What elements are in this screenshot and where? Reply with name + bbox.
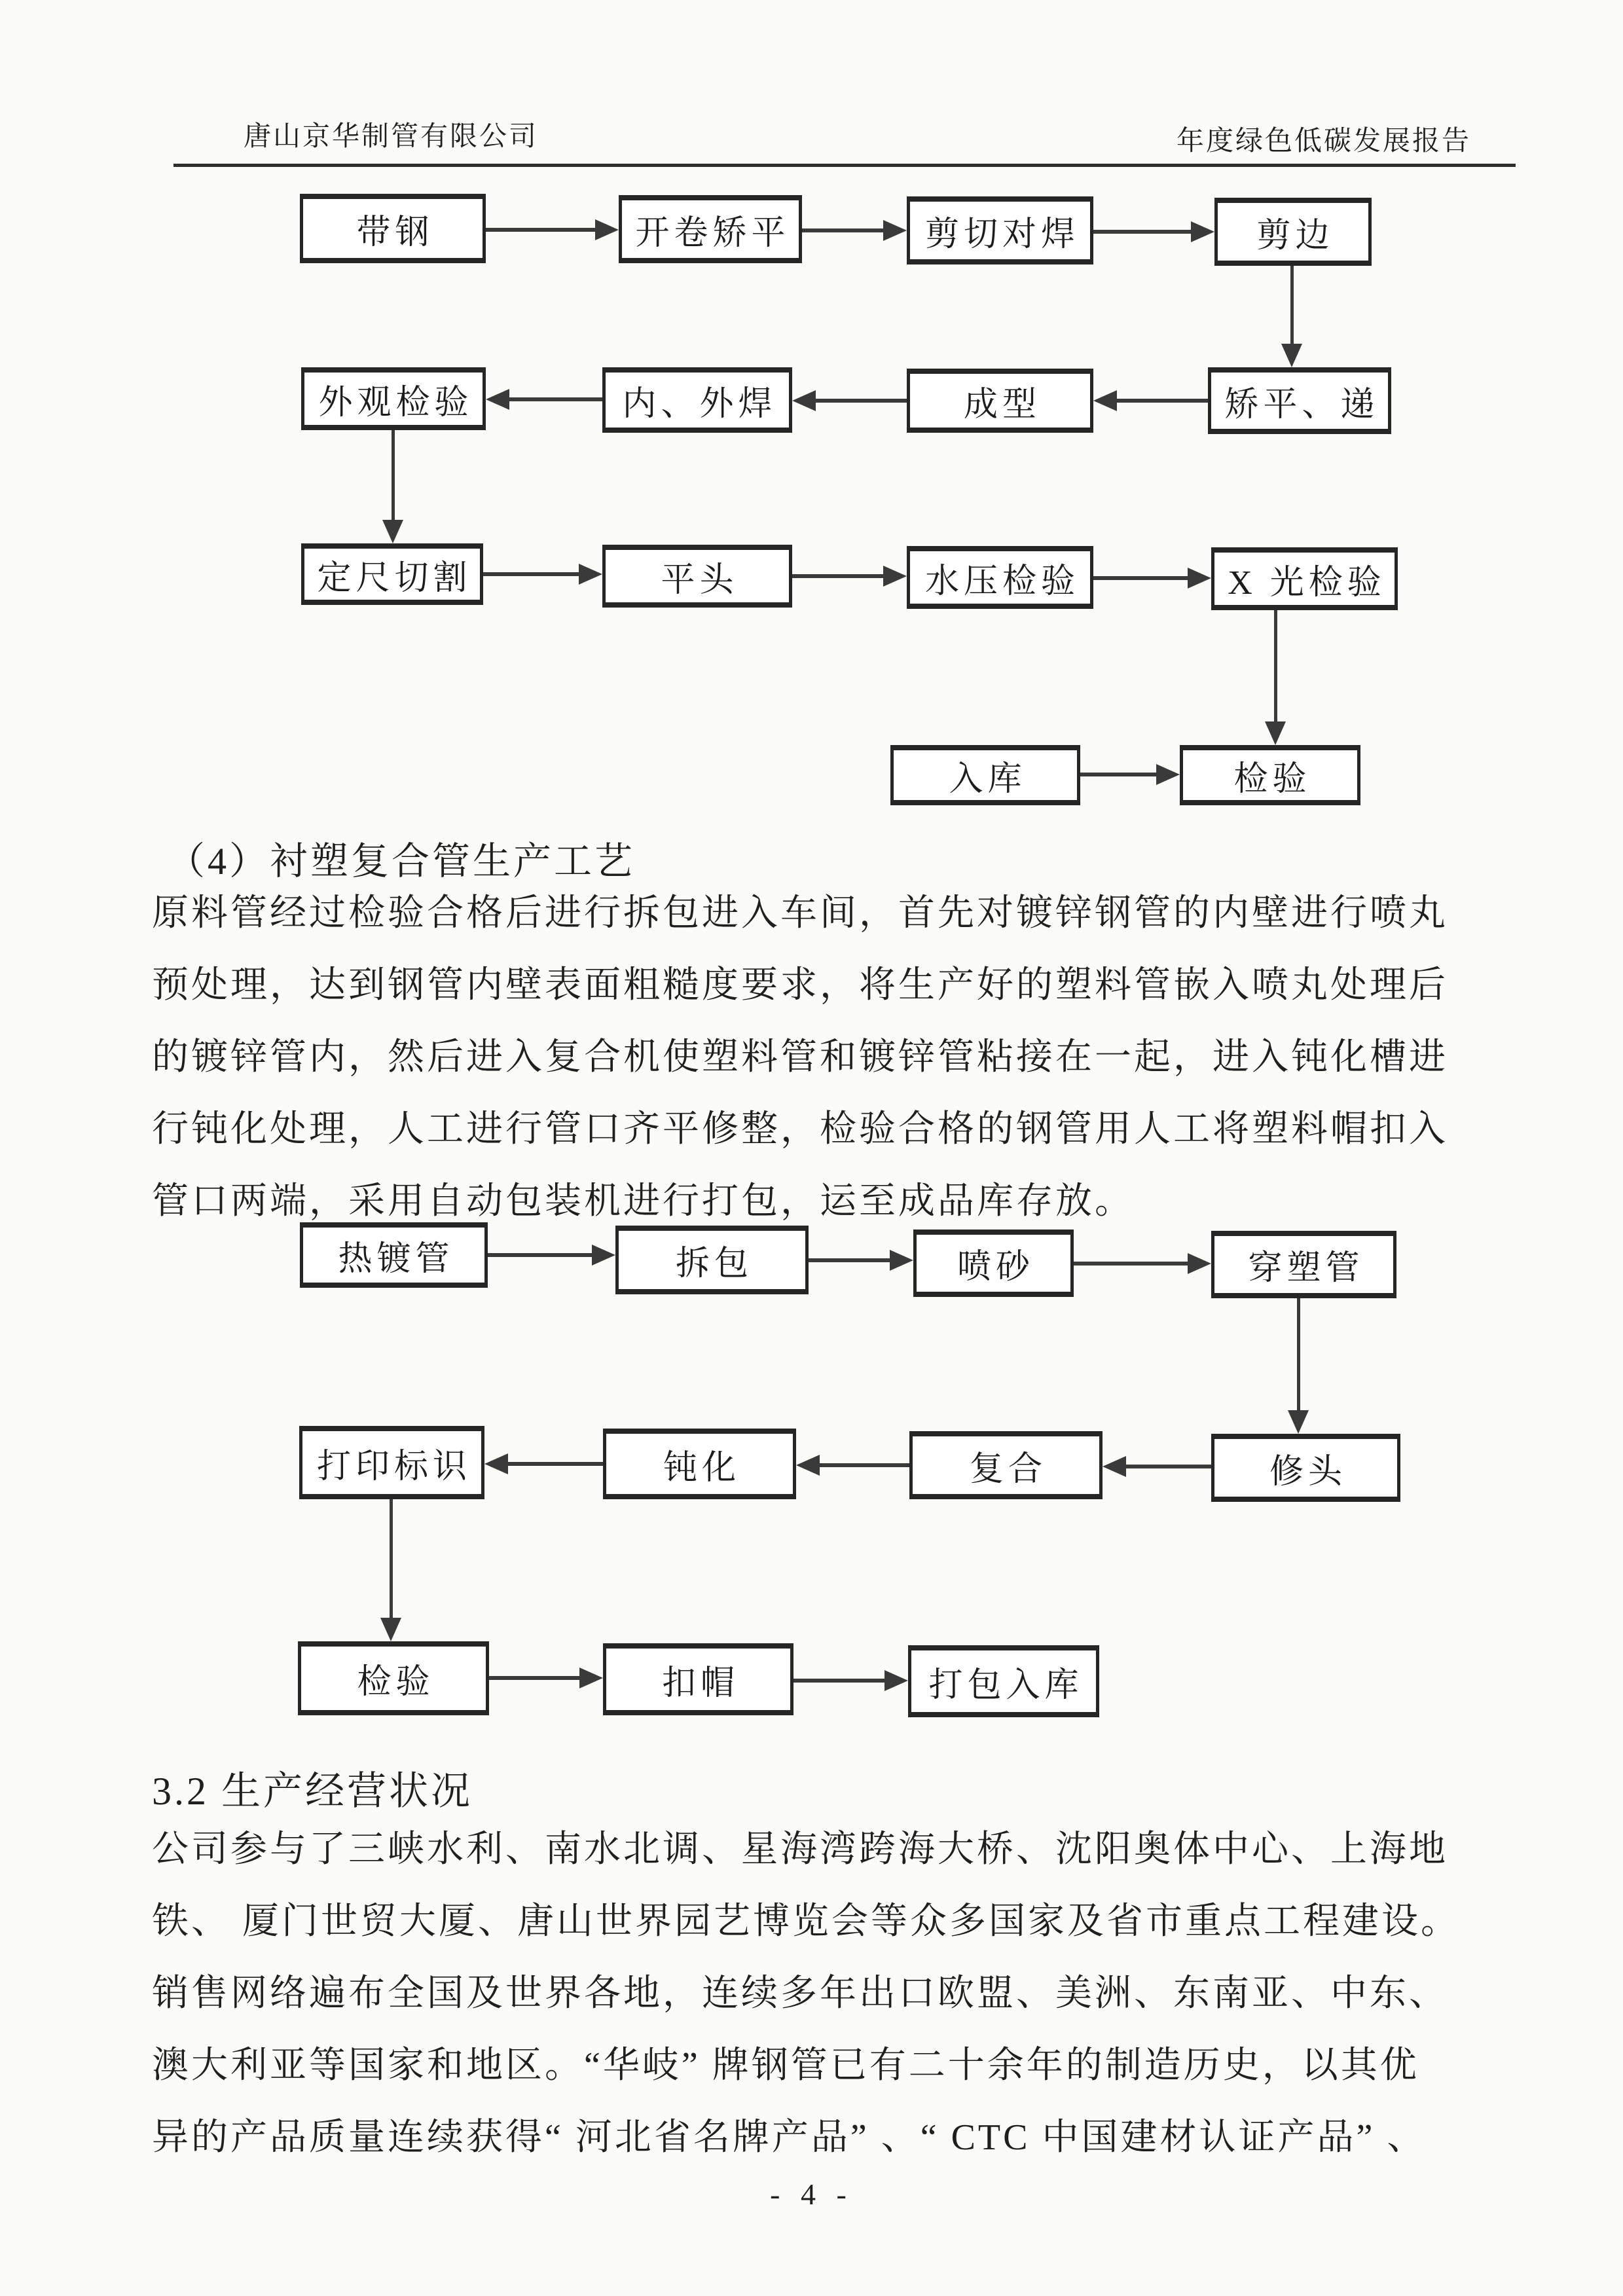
- flow-node: [300, 194, 486, 263]
- arrowhead-icon: [1191, 221, 1214, 242]
- flow-node: [1214, 198, 1372, 266]
- page-number: - 4 -: [770, 2178, 853, 2211]
- flow-node-label: 矫平、递: [1224, 386, 1379, 424]
- flow-arrow-right: [486, 219, 619, 240]
- flow-arrow-left: [1093, 390, 1208, 411]
- flow-node-label: 复合: [969, 1450, 1047, 1488]
- flow-arrow-down: [1265, 610, 1286, 745]
- arrowhead-icon: [486, 389, 509, 410]
- arrowhead-icon: [579, 1667, 603, 1688]
- flow-node: [603, 1643, 793, 1715]
- header-report-title: 年度绿色低碳发展报告: [1176, 126, 1471, 156]
- arrowhead-icon: [592, 1245, 615, 1266]
- flow-node: [909, 1431, 1103, 1499]
- flow-arrow-down: [1281, 266, 1302, 367]
- flow-node: [1208, 367, 1391, 434]
- flow-node: [1211, 1231, 1396, 1298]
- flow-node: [907, 546, 1093, 609]
- flow-node-label: 喷砂: [957, 1248, 1034, 1286]
- flow-node-label: 平头: [661, 561, 739, 599]
- flow-node: [603, 1429, 796, 1499]
- flow-arrow-right: [1080, 764, 1180, 785]
- section-4-heading: （4）衬塑复合管生产工艺: [167, 840, 636, 883]
- flow-node: [908, 1645, 1099, 1717]
- arrowhead-icon: [796, 1455, 820, 1476]
- paragraph-line: 销售网络遍布全国及世界各地，连续多年出口欧盟、美洲、东南亚、中东、: [152, 1973, 1448, 2014]
- paragraph-line: 澳大利亚等国家和地区。“华岐” 牌钢管已有二十余年的制造历史，以其优: [152, 2045, 1419, 2086]
- flow-arrow-right: [809, 1250, 913, 1271]
- flow-arrow-right: [483, 564, 602, 585]
- arrowhead-icon: [484, 1453, 508, 1474]
- flow-node-label: 打印标识: [316, 1448, 471, 1485]
- flow-node-label: 检验: [1233, 760, 1311, 798]
- flow-node: [907, 369, 1093, 433]
- header-company-name: 唐山京华制管有限公司: [244, 122, 539, 152]
- arrowhead-icon: [1281, 344, 1302, 367]
- flow-node-label: X 光检验: [1228, 564, 1386, 602]
- flow-node: [299, 1426, 484, 1499]
- flow-arrow-left: [792, 390, 907, 411]
- flow-node-label: 剪切对焊: [924, 215, 1080, 253]
- paragraph-line: 公司参与了三峡水利、南水北调、星海湾跨海大桥、沈阳奥体中心、上海地: [152, 1829, 1448, 1870]
- flow-node-label: 带钢: [356, 213, 434, 251]
- flow-node-label: 扣帽: [661, 1664, 739, 1702]
- arrowhead-icon: [380, 1618, 401, 1641]
- flow-arrow-left: [1103, 1456, 1211, 1477]
- arrowhead-icon: [579, 564, 602, 585]
- flow-node-label: 内、外焊: [622, 385, 777, 423]
- flow-node: [619, 195, 802, 263]
- arrowhead-icon: [1103, 1456, 1126, 1477]
- paragraph-line: 铁、 厦门世贸大厦、唐山世界园艺博览会等众多国家及省市重点工程建设。: [152, 1901, 1460, 1942]
- flow-node-label: 开卷矫平: [635, 214, 790, 252]
- arrowhead-icon: [890, 1250, 913, 1271]
- flow-node: [301, 543, 483, 605]
- paragraph-line: 异的产品质量连续获得“ 河北省名牌产品” 、“ CTC 中国建材认证产品” 、: [152, 2117, 1427, 2158]
- flow-arrow-right: [488, 1245, 615, 1266]
- flow-node: [602, 367, 792, 433]
- paragraph-line: 原料管经过检验合格后进行拆包进入车间，首先对镀锌钢管的内壁进行喷丸: [152, 893, 1448, 934]
- flow-arrow-down: [380, 1499, 401, 1641]
- flow-arrow-right: [793, 1670, 908, 1691]
- flow-node-label: 剪边: [1256, 217, 1334, 255]
- arrowhead-icon: [884, 1670, 908, 1691]
- flow-arrow-right: [792, 566, 907, 587]
- flow-node-label: 穿塑管: [1248, 1250, 1364, 1287]
- flow-node-label: 打包入库: [928, 1666, 1084, 1704]
- arrowhead-icon: [792, 390, 816, 411]
- flow-node: [1180, 745, 1360, 805]
- flow-arrow-down: [1288, 1298, 1309, 1434]
- arrowhead-icon: [1156, 764, 1180, 785]
- flow-node: [890, 745, 1080, 805]
- flow-arrow-down: [382, 430, 403, 543]
- arrowhead-icon: [1288, 1410, 1309, 1434]
- flow-arrow-left: [796, 1455, 909, 1476]
- flow-node-label: 钝化: [663, 1449, 740, 1487]
- flow-node-label: 定尺切割: [317, 559, 472, 597]
- flow-arrow-right: [1074, 1253, 1211, 1274]
- flow-node-label: 水压检验: [924, 562, 1080, 600]
- arrowhead-icon: [382, 520, 403, 543]
- section-32-heading: 3.2 生产经营状况: [152, 1770, 473, 1813]
- flow-node: [298, 1641, 489, 1715]
- arrowhead-icon: [1188, 568, 1211, 589]
- flow-arrow-left: [484, 1453, 603, 1474]
- flow-arrow-right: [802, 220, 907, 241]
- flow-node: [300, 1222, 488, 1288]
- arrowhead-icon: [883, 220, 907, 241]
- flow-arrow-left: [486, 389, 602, 410]
- flow-node: [301, 367, 486, 430]
- arrowhead-icon: [1265, 721, 1286, 745]
- flow-node-label: 修头: [1269, 1453, 1347, 1491]
- paragraph-line: 的镀锌管内，然后进入复合机使塑料管和镀锌管粘接在一起，进入钝化槽进: [152, 1037, 1448, 1078]
- arrowhead-icon: [1093, 390, 1117, 411]
- arrowhead-icon: [595, 219, 619, 240]
- flow-arrow-right: [489, 1667, 603, 1688]
- flow-node: [907, 196, 1093, 264]
- flow-node: [602, 545, 792, 608]
- paragraph-line: 行钝化处理，人工进行管口齐平修整，检验合格的钢管用人工将塑料帽扣入: [152, 1109, 1448, 1150]
- flow-node-label: 热镀管: [338, 1240, 454, 1278]
- flow-node: [1211, 547, 1398, 610]
- arrowhead-icon: [883, 566, 907, 587]
- flow-node-label: 入库: [949, 760, 1027, 798]
- flow-node: [1211, 1434, 1400, 1502]
- flow-node-label: 检验: [357, 1664, 435, 1701]
- flow-node-label: 外观检验: [318, 384, 473, 422]
- flow-node: [615, 1226, 809, 1294]
- flow-node: [913, 1230, 1074, 1297]
- flow-arrow-right: [1093, 221, 1214, 242]
- arrowhead-icon: [1188, 1253, 1211, 1274]
- paragraph-line: 预处理，达到钢管内壁表面粗糙度要求，将生产好的塑料管嵌入喷丸处理后: [152, 965, 1448, 1006]
- paragraph-line: 管口两端，采用自动包装机进行打包，运至成品库存放。: [152, 1181, 1134, 1222]
- flow-node-label: 成型: [963, 386, 1041, 424]
- flow-arrow-right: [1093, 568, 1211, 589]
- flow-node-label: 拆包: [675, 1245, 753, 1283]
